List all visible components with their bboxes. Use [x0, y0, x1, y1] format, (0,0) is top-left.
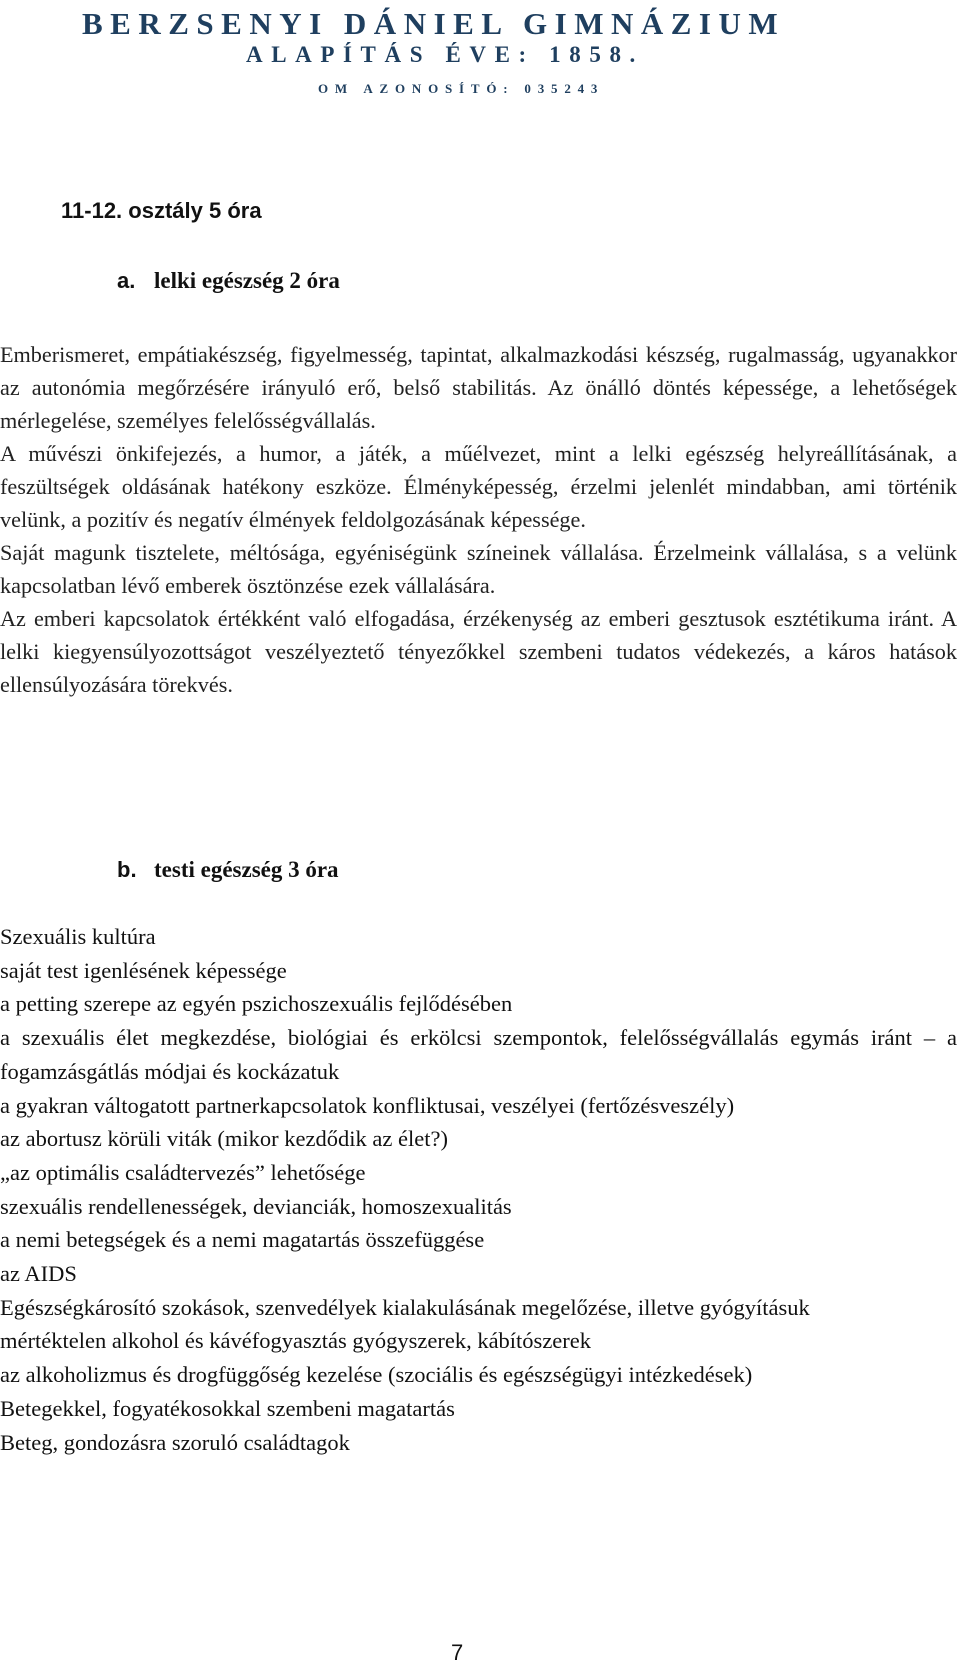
paragraph: Az emberi kapcsolatok értékként való elfogadása, érzékenység az emberi gesztusok esztétikuma iránt. A lelki kiegyensúlyozottságot veszélyeztető tényezőkkel szembeni tudatos védekezés, a káros hatások ellensúlyozására törekvés. [0, 606, 957, 697]
list-item: Beteg, gondozásra szoruló családtagok [0, 1429, 350, 1455]
list-item: a nemi betegségek és a nemi magatartás összefüggése [0, 1227, 485, 1253]
lelki-paragraphs [0, 338, 957, 701]
list-item: a gyakran váltogatott partnerkapcsolatok konfliktusai, veszélyei (fertőzésveszély) [0, 1092, 735, 1118]
list-item: Szexuális kultúra [0, 924, 156, 949]
page-number: 7 [451, 1640, 464, 1665]
list-item: az abortusz körüli viták (mikor kezdődik az élet?) [0, 1126, 448, 1152]
paragraph: Saját magunk tisztelete, méltósága, egyéniségünk színeinek vállalása. Érzelmeink vállalása, s a velünk kapcsolatban lévő emberek ösztönzése ezek vállalására. [0, 540, 957, 598]
section-letter: b. [117, 857, 137, 882]
paragraph: Emberismeret, empátiakészség, figyelmesség, tapintat, alkalmazkodási készség, rugalmasság, ugyanakkor az autonómia megőrzésére irányuló erő, belső stabilitás. Az önálló döntés képessége, a lehetőségek mérlegelése, személyes felelősségvállalás. [0, 342, 957, 433]
list-item: az alkoholizmus és drogfüggőség kezelése (szociális és egészségügyi intézkedések) [0, 1362, 753, 1388]
section-heading-testi [117, 857, 339, 883]
founded-line: ALAPÍTÁS ÉVE: 1858. [246, 42, 644, 67]
list-item: Betegekkel, fogyatékosokkal szembeni magatartás [0, 1395, 455, 1421]
section-heading-lelki [117, 268, 340, 294]
list-item: „az optimális családtervezés” lehetősége [0, 1159, 366, 1185]
school-name: BERZSENYI DÁNIEL GIMNÁZIUM [82, 6, 786, 41]
list-item: saját test igenlésének képessége [0, 957, 287, 983]
testi-topic-list [0, 920, 957, 1459]
list-item: Egészségkárosító szokások, szenvedélyek kialakulásának megelőzése, illetve gyógyításuk [0, 1294, 810, 1320]
list-item: az AIDS [0, 1261, 77, 1287]
section-letter: a. [117, 268, 136, 293]
paragraph: A művészi önkifejezés, a humor, a játék, a műélvezet, mint a lelki egészség helyreállításának, a feszültségek oldásának hatékony eszköze. Élményképesség, érzelmi jelenlét mindabban, ami történik velünk, a pozitív és negatív élmények feldolgozásának képessége. [0, 441, 957, 532]
list-item: a petting szerepe az egyén pszichoszexuális fejlődésében [0, 991, 513, 1017]
section-title: testi egészség 3 óra [154, 857, 339, 882]
section-title: lelki egészség 2 óra [154, 268, 340, 293]
list-item: mértéktelen alkohol és kávéfogyasztás gyógyszerek, kábítószerek [0, 1328, 592, 1354]
list-item: szexuális rendellenességek, devianciák, homoszexualitás [0, 1193, 512, 1219]
grade-heading: 11-12. osztály 5 óra [61, 198, 262, 223]
list-item: a szexuális élet megkezdése, biológiai és erkölcsi szempontok, felelősségvállalás egymás iránt – a fogamzásgátlás módjai és kockázatuk [0, 1025, 957, 1084]
om-id-line: OM AZONOSÍTÓ: 035243 [318, 81, 605, 96]
